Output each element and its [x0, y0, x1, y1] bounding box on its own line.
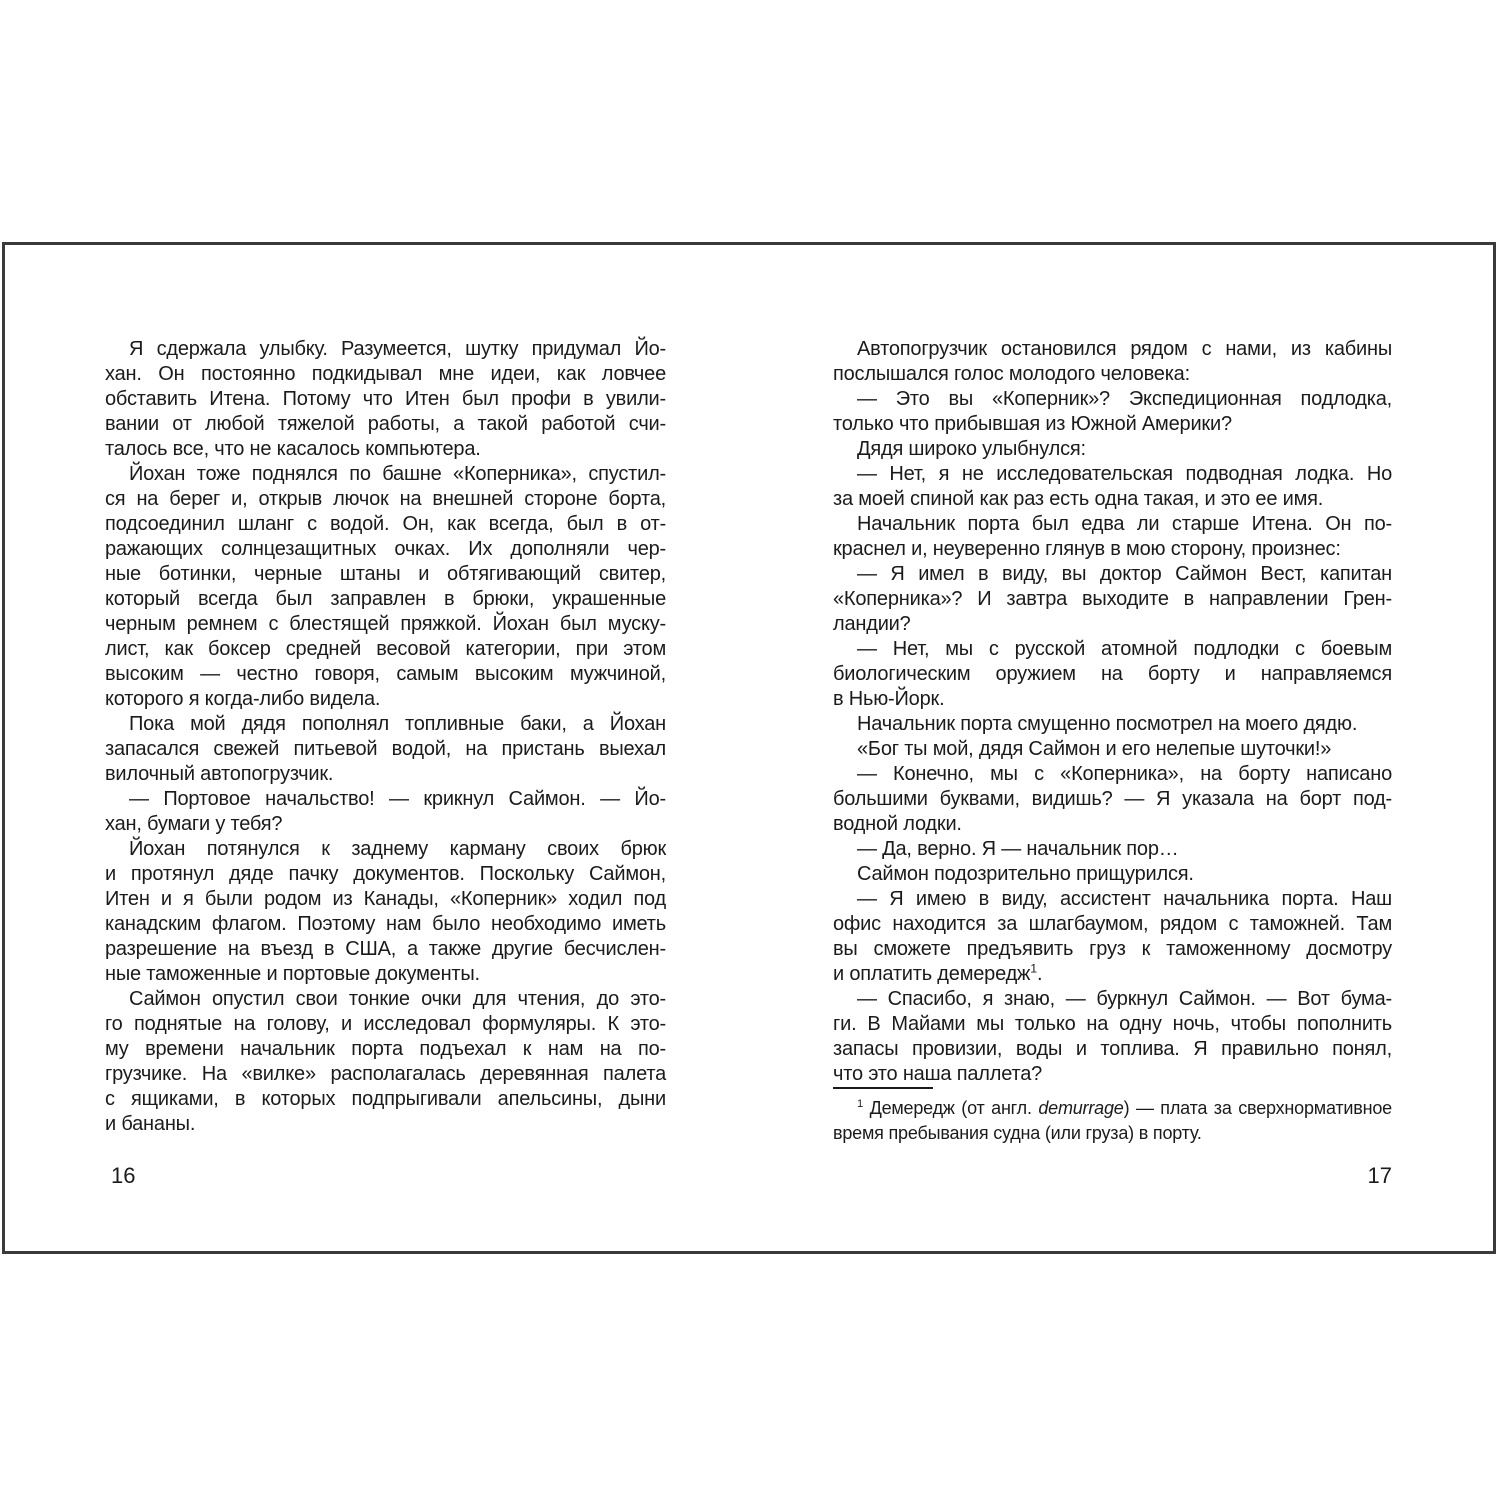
paragraph	[833, 337, 1392, 387]
italic-term: demurrage	[1038, 1098, 1124, 1118]
text-line: — Нет, я не исследовательская подводная лодка. Но	[857, 463, 1392, 485]
paragraph	[833, 462, 1392, 512]
text-line: в Нью-Йорк.	[833, 688, 945, 710]
text-line: Саймон подозрительно прищурился.	[857, 863, 1194, 885]
text-line: ные ботинки, черные штаны и обтягивающий свитер,	[105, 563, 666, 585]
text-line: и оплатить демередж$^1$.	[833, 961, 1043, 985]
paragraph	[833, 387, 1392, 437]
text-line: Пока мой дядя пополнял топливные баки, а Йохан	[129, 713, 666, 735]
text-line: время пребывания судна (или груза) в порту.	[833, 1123, 1202, 1143]
text-line: водной лодки.	[833, 813, 962, 835]
text-line: вилочный автопогрузчик.	[105, 763, 334, 785]
text-line: — Конечно, мы с «Коперника», на борту написано	[857, 763, 1392, 785]
text-line: за моей спиной как раз есть одна такая, и это ее имя.	[833, 488, 1324, 510]
text-line: Дядя широко улыбнулся:	[857, 438, 1086, 460]
text-line: офис находится за шлагбаумом, рядом с таможней. Там	[833, 913, 1392, 935]
text-line: канадским флагом. Поэтому нам было необходимо иметь	[105, 913, 666, 935]
text-line: обставить Итена. Потому что Итен был профи в увили-	[105, 388, 666, 410]
text-line: — Я имею в виду, ассистент начальника порта. Наш	[857, 888, 1392, 910]
paragraph	[833, 862, 1392, 887]
text-line: запасы провизии, воды и топлива. Я правильно понял,	[833, 1038, 1392, 1060]
text-line: ландии?	[833, 613, 911, 635]
text-line: — Нет, мы с русской атомной подлодки с боевым	[857, 638, 1392, 660]
text-line: краснел и, неуверенно глянув в мою сторону, произнес:	[833, 538, 1341, 560]
text-line: Я сдержала улыбку. Разумеется, шутку придумал Йо-	[129, 338, 666, 360]
text-line: вы сможете предъявить груз к таможенному досмотру	[833, 938, 1392, 960]
paragraph	[833, 637, 1392, 712]
text-line: Саймон опустил свои тонкие очки для чтения, до это-	[129, 988, 666, 1010]
text-line: «Коперника»? И завтра выходите в направлении Грен-	[833, 588, 1392, 610]
text-line: черным ремнем с блестящей пряжкой. Йохан был муску-	[105, 613, 666, 635]
text-line: — Да, верно. Я — начальник пор…	[857, 838, 1179, 860]
text-line: что это наша паллета?	[833, 1063, 1043, 1085]
text-line: ся на берег и, открыв лючок на внешней стороне борта,	[105, 488, 666, 510]
text-line: которого я когда-либо видела.	[105, 688, 381, 710]
text-line: Итен и я были родом из Канады, «Коперник» ходил под	[105, 888, 666, 910]
text-line: биологическим оружием на борту и направляемся	[833, 663, 1392, 685]
text-line: $^1$ Демередж (от англ. demurrage) — плата за сверхнормативное	[857, 1098, 1392, 1118]
paragraph	[105, 787, 666, 837]
paragraph	[833, 887, 1392, 987]
page-number-right: 17	[1367, 1163, 1392, 1188]
paragraph	[105, 462, 666, 712]
paragraph	[105, 337, 666, 462]
paragraph	[105, 712, 666, 787]
page-right-text-column	[833, 337, 1392, 1146]
text-line: послышался голос молодого человека:	[833, 363, 1190, 385]
paragraph	[833, 762, 1392, 837]
footnote-rule	[833, 1087, 933, 1089]
text-line: который всегда был заправлен в брюки, украшенные	[105, 588, 666, 610]
text-line: — Портовое начальство! — крикнул Саймон. — Йо-	[129, 788, 666, 810]
text-line: Начальник порта смущенно посмотрел на моего дядю.	[857, 713, 1358, 735]
text-line: талось все, что не касалось компьютера.	[105, 438, 481, 460]
paragraph	[105, 837, 666, 987]
page-left-text-column	[105, 337, 666, 1137]
page-number-left: 16	[111, 1163, 136, 1188]
text-line: с ящиками, в которых подпрыгивали апельсины, дыни	[105, 1088, 666, 1110]
text-line: Начальник порта был едва ли старше Итена. Он по-	[857, 513, 1392, 535]
text-line: только что прибывшая из Южной Америки?	[833, 413, 1232, 435]
paragraph	[833, 987, 1392, 1087]
text-line: Йохан потянулся к заднему карману своих брюк	[129, 838, 666, 860]
paragraph	[833, 712, 1392, 737]
text-line: большими буквами, видишь? — Я указала на борт под-	[833, 788, 1392, 810]
text-line: «Бог ты мой, дядя Саймон и его нелепые шуточки!»	[857, 738, 1332, 760]
text-line: и бананы.	[105, 1113, 196, 1135]
text-line: му времени начальник порта подъехал к нам на по-	[105, 1038, 666, 1060]
footnote-marker: 1	[857, 1098, 864, 1110]
text-line: ги. В Майами мы только на одну ночь, чтобы пополнить	[833, 1013, 1392, 1035]
paragraph	[833, 837, 1392, 862]
text-line: ражающих солнцезащитных очках. Их дополняли чер-	[105, 538, 666, 560]
paragraph	[833, 512, 1392, 562]
paragraph	[833, 562, 1392, 637]
text-line: хан. Он постоянно подкидывал мне идеи, как ловчее	[105, 363, 666, 385]
text-line: — Это вы «Коперник»? Экспедиционная подлодка,	[857, 388, 1392, 410]
text-line: и протянул дяде пачку документов. Поскольку Саймон,	[105, 863, 666, 885]
footnote	[833, 1096, 1392, 1146]
text-line: — Я имел в виду, вы доктор Саймон Вест, капитан	[857, 563, 1392, 585]
paragraph	[833, 737, 1392, 762]
paragraph	[105, 987, 666, 1137]
text-line: грузчике. На «вилке» располагалась деревянная палета	[105, 1063, 666, 1085]
text-line: лист, как боксер средней весовой категории, при этом	[105, 638, 666, 660]
text-line: вании от любой тяжелой работы, а такой работой счи-	[105, 413, 666, 435]
footnote-marker: 1	[1030, 961, 1037, 976]
text-line: запасался свежей питьевой водой, на пристань выехал	[105, 738, 666, 760]
text-line: подсоединил шланг с водой. Он, как всегда, был в от-	[105, 513, 666, 535]
text-line: хан, бумаги у тебя?	[105, 813, 283, 835]
text-line: высоким — честно говоря, самым высоким мужчиной,	[105, 663, 666, 685]
text-line: разрешение на въезд в США, а также другие бесчислен-	[105, 938, 666, 960]
text-line: го поднятые на голову, и исследовал формуляры. К это-	[105, 1013, 666, 1035]
text-line: ные таможенные и портовые документы.	[105, 963, 480, 985]
text-line: — Спасибо, я знаю, — буркнул Саймон. — Вот бума-	[857, 988, 1392, 1010]
text-line: Автопогрузчик остановился рядом с нами, из кабины	[857, 338, 1392, 360]
text-line: Йохан тоже поднялся по башне «Коперника», спустил-	[129, 463, 666, 485]
paragraph	[833, 437, 1392, 462]
